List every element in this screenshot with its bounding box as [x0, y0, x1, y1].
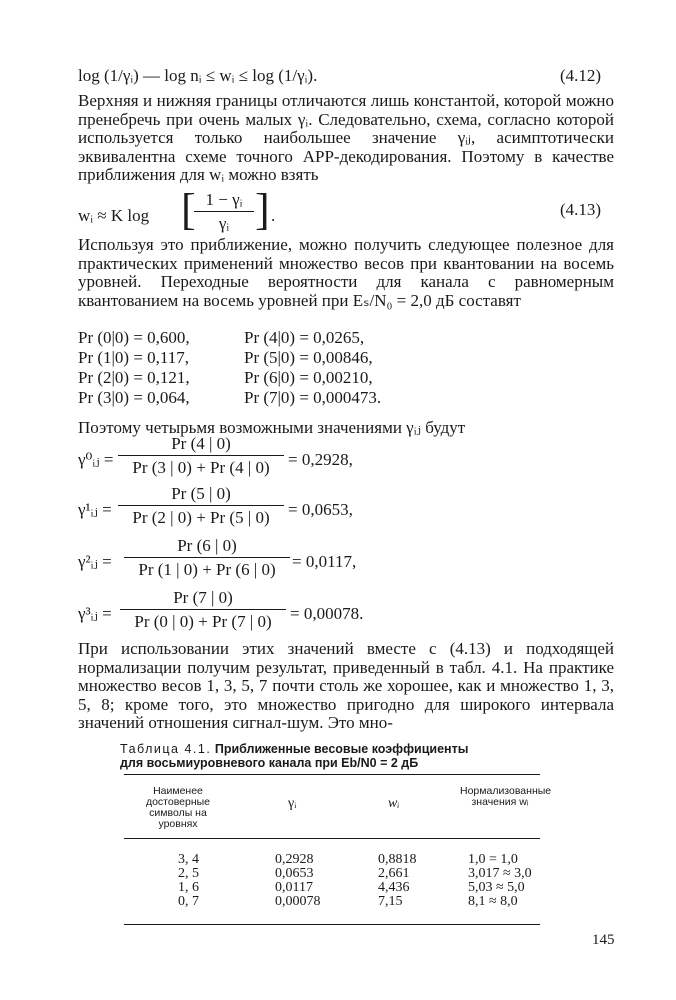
- table-caption-label: Таблица 4.1.: [120, 742, 212, 756]
- table-cell: 2,661: [378, 866, 410, 881]
- gamma-lhs: γ³ᵢⱼ =: [78, 604, 112, 623]
- table-header-normalized: Нормализованные значения wᵢ: [460, 785, 552, 808]
- gamma-value: = 0,0117,: [292, 552, 357, 571]
- table-caption-line2: для восьмиуровневого канала при Eb/N0 = 2 дБ: [120, 756, 419, 770]
- probability-cell: Pr (5|0) = 0,00846,: [244, 348, 373, 367]
- table-cell: 0,0117: [275, 880, 313, 895]
- equation-4-12: log (1/γᵢ) — log nᵢ ≤ wᵢ ≤ log (1/γᵢ).: [78, 66, 318, 85]
- table-cell: 1,0 = 1,0: [468, 852, 518, 867]
- gamma-fraction: [118, 434, 284, 478]
- equation-4-13-fraction: [194, 190, 254, 234]
- table-cell: 5,03 ≈ 5,0: [468, 880, 525, 895]
- probability-cell: Pr (0|0) = 0,600,: [78, 328, 190, 347]
- table-cell: 0,0653: [275, 866, 314, 881]
- probability-cell: Pr (1|0) = 0,117,: [78, 348, 190, 367]
- table-cell: 0,8818: [378, 852, 417, 867]
- denominator: γᵢ: [218, 214, 230, 233]
- denominator: Pr (0 | 0) + Pr (7 | 0): [134, 612, 272, 631]
- equation-number: (4.13): [560, 200, 602, 219]
- probability-cell: Pr (2|0) = 0,121,: [78, 368, 190, 387]
- numerator: Pr (6 | 0): [124, 536, 290, 558]
- gamma-fraction: [120, 588, 286, 632]
- denominator: Pr (1 | 0) + Pr (6 | 0): [138, 560, 276, 579]
- table-header-symbols: Наименее достоверные символы на уровнях: [145, 785, 211, 830]
- gamma-lhs: γ¹ᵢⱼ =: [78, 500, 112, 519]
- probability-cell: Pr (7|0) = 0,000473.: [244, 388, 382, 407]
- table-cell: 4,436: [378, 880, 410, 895]
- right-bracket: ]: [255, 185, 270, 234]
- table-cell: 0,00078: [275, 894, 321, 909]
- denominator: Pr (2 | 0) + Pr (5 | 0): [132, 508, 270, 527]
- gamma-value: = 0,0653,: [288, 500, 353, 519]
- table-top-rule: [124, 774, 540, 775]
- denominator: Pr (3 | 0) + Pr (4 | 0): [132, 458, 270, 477]
- table-cell: 3, 4: [178, 852, 199, 867]
- table-cell: 0,2928: [275, 852, 314, 867]
- numerator: 1 − γᵢ: [194, 190, 254, 212]
- probability-cell: Pr (4|0) = 0,0265,: [244, 328, 365, 347]
- probability-cell: Pr (6|0) = 0,00210,: [244, 368, 373, 387]
- table-cell: 1, 6: [178, 880, 199, 895]
- paragraph: Верхняя и нижняя границы отличаются лишь константой, которой можно пренебречь при очень малых γᵢ. Следовательно, схема, согласно которой используется только наибольшее значение γᵢⱼ, асимптотически эквивалентна схеме точного АРР-декодирования. Поэтому в качестве приближения для wᵢ можно взять: [78, 91, 614, 185]
- probability-cell: Pr (3|0) = 0,064,: [78, 388, 190, 407]
- table-cell: 0, 7: [178, 894, 199, 909]
- table-header-weight: wᵢ: [388, 796, 400, 811]
- paragraph: При использовании этих значений вместе с (4.13) и подходящей нормализации получим результат, приведенный в табл. 4.1. На практике множество весов 1, 3, 5, 7 почти столь же хорошее, как и множество 1, 3, 5, 8; кроме того, это множество пригодно для широкого интервала значений отношения сигнал-шум. Это мно-: [78, 639, 614, 733]
- numerator: Pr (7 | 0): [120, 588, 286, 610]
- gamma-lhs: γ²ᵢⱼ =: [78, 552, 112, 571]
- gamma-lhs: γ⁰ᵢⱼ =: [78, 450, 114, 469]
- table-header-gamma: γᵢ: [288, 796, 297, 811]
- table-caption: [120, 742, 468, 757]
- gamma-fraction: [118, 484, 284, 528]
- equation-number: (4.12): [560, 66, 602, 85]
- paragraph: Поэтому четырьмя возможными значениями γᵢⱼ будут: [78, 418, 466, 437]
- table-caption-title: Приближенные весовые коэффициенты: [214, 742, 469, 756]
- paragraph: Используя это приближение, можно получить следующее полезное для практических применений множество весов при квантовании на восемь уровней. Переходные вероятности для канала с равномерным квантованием на восемь уровней при Eₛ/N₀ = 2,0 дБ составят: [78, 235, 614, 310]
- period: .: [271, 206, 276, 225]
- gamma-fraction: [124, 536, 290, 580]
- table-cell: 2, 5: [178, 866, 199, 881]
- table-cell: 7,15: [378, 894, 403, 909]
- numerator: Pr (4 | 0): [118, 434, 284, 456]
- numerator: Pr (5 | 0): [118, 484, 284, 506]
- gamma-value: = 0,00078.: [290, 604, 364, 623]
- table-cell: 8,1 ≈ 8,0: [468, 894, 518, 909]
- table-cell: 3,017 ≈ 3,0: [468, 866, 532, 881]
- page-number: 145: [592, 932, 615, 948]
- table-bottom-rule: [124, 924, 540, 925]
- left-bracket: [: [181, 185, 196, 234]
- equation-4-13-lhs: wᵢ ≈ K log: [78, 206, 150, 225]
- gamma-value: = 0,2928,: [288, 450, 353, 469]
- table-header-rule: [124, 838, 540, 839]
